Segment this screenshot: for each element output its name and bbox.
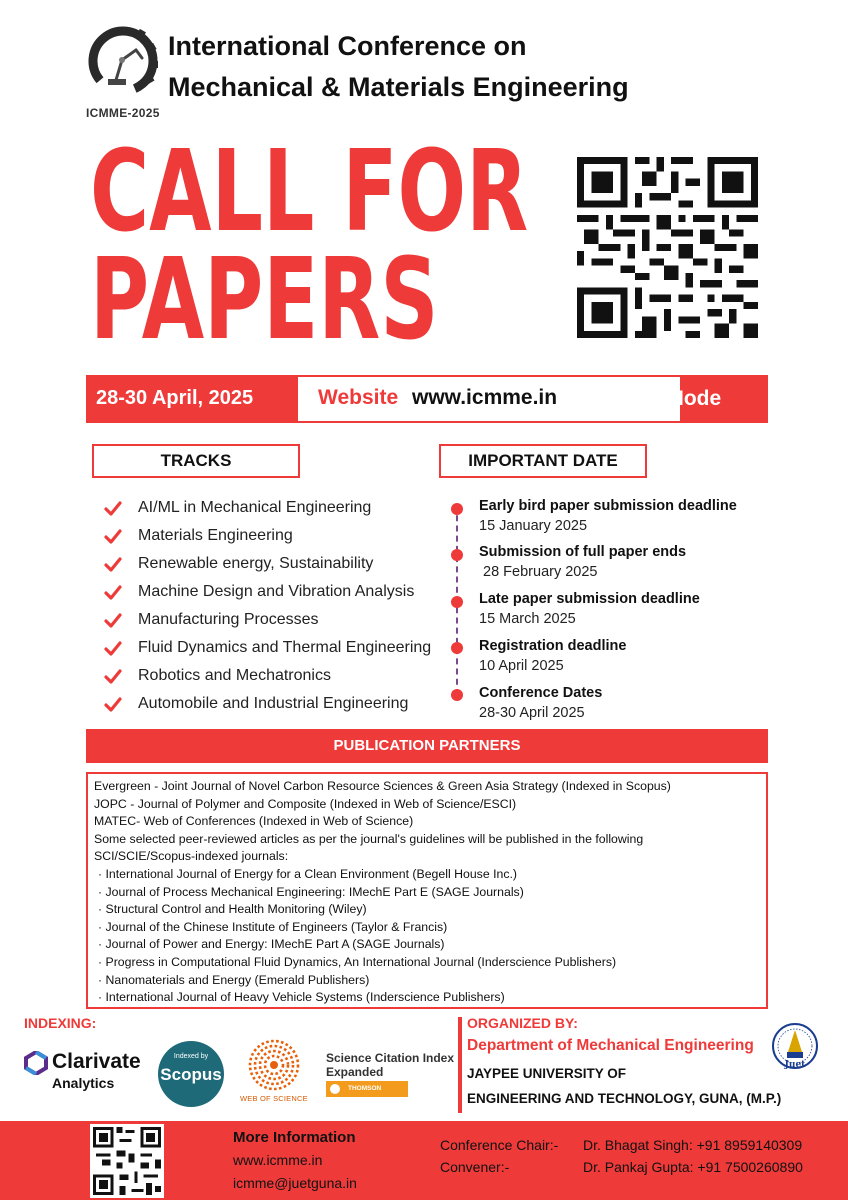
web-of-science-logo-icon — [248, 1039, 300, 1091]
deadline-date: 15 January 2025 — [479, 518, 588, 534]
track-label: Fluid Dynamics and Thermal Engineering — [138, 639, 432, 656]
publication-line: Evergreen - Joint Journal of Novel Carbon Resource Sciences & Green Asia Strategy (Indexed in Scopus) — [94, 779, 671, 793]
website-link[interactable]: www.icmme.in — [412, 386, 558, 409]
publication-partners-heading: PUBLICATION PARTNERS — [86, 729, 768, 763]
track-item — [104, 524, 431, 552]
deadline-title: Conference Dates — [479, 685, 603, 701]
juet-emblem-icon — [770, 1022, 820, 1074]
tracks-list — [104, 496, 431, 720]
track-label: Machine Design and Vibration Analysis — [138, 583, 415, 600]
conference-dates: 28-30 April, 2025 — [96, 387, 254, 409]
tracks-heading: TRACKS — [92, 444, 300, 478]
scopus-badge — [158, 1041, 224, 1107]
timeline-item — [479, 542, 686, 583]
deadline-date: 15 March 2025 — [479, 611, 576, 627]
timeline-dot — [451, 503, 463, 515]
website-label: Website — [318, 386, 399, 409]
title-line-1: International Conference on — [168, 31, 527, 61]
footer-website-link[interactable]: www.icmme.in — [233, 1152, 323, 1168]
track-item — [104, 580, 431, 608]
deadline-title: Early bird paper submission deadline — [479, 498, 737, 514]
journal-item: · International Journal of Energy for a Clean Environment (Begell House Inc.) — [98, 866, 517, 881]
check-icon — [104, 696, 122, 714]
track-label: Automobile and Industrial Engineering — [138, 695, 409, 712]
journal-item: · Journal of Process Mechanical Engineering: IMechE Part E (SAGE Journals) — [98, 884, 524, 899]
logo-label: ICMME-2025 — [86, 106, 160, 120]
info-bar — [86, 375, 768, 423]
juet-badge-text: Juet — [784, 1060, 806, 1070]
scopus-text: Scopus — [160, 1065, 222, 1084]
publication-line: SCI/SCIE/Scopus-indexed journals: — [94, 849, 289, 864]
qr-code-small — [90, 1124, 164, 1198]
journal-item: · Nanomaterials and Energy (Emerald Publishers) — [98, 972, 370, 987]
check-icon — [104, 584, 122, 602]
journal-item: · Progress in Computational Fluid Dynamics, An International Journal (Inderscience Publishers) — [98, 954, 617, 969]
track-item — [104, 692, 431, 720]
clarivate-name: Clarivate — [52, 1050, 141, 1073]
organizer-divider — [458, 1017, 462, 1113]
publication-line: Some selected peer-reviewed articles as per the journal's guidelines will be published in the following — [94, 831, 644, 846]
important-date-heading: IMPORTANT DATE — [439, 444, 647, 478]
university-line-1: JAYPEE UNIVERSITY OF — [467, 1066, 627, 1081]
timeline-item — [479, 589, 700, 630]
track-item — [104, 664, 431, 692]
timeline-item — [479, 636, 626, 677]
thomson-reuters-text: THOMSON REUTERS — [348, 1085, 382, 1108]
journal-item: · Journal of Power and Energy: IMechE Part A (SAGE Journals) — [98, 937, 445, 952]
sci-line-2: Expanded — [326, 1065, 384, 1079]
chair-contact: Dr. Bhagat Singh: +91 8959140309 — [583, 1137, 803, 1153]
sci-line-1: Science Citation Index — [326, 1051, 455, 1065]
sci-expanded — [326, 1051, 454, 1079]
call-for-papers-heading — [90, 127, 529, 365]
icmme-logo — [86, 24, 160, 98]
journal-item: · Journal of the Chinese Institute of Engineers (Taylor & Francis) — [98, 919, 448, 934]
track-item — [104, 496, 431, 524]
hero-line-1: CALL FOR — [90, 127, 529, 257]
deadline-title: Late paper submission deadline — [479, 591, 700, 607]
university-name — [467, 1061, 781, 1111]
track-label: Robotics and Mechatronics — [138, 667, 331, 684]
deadline-title: Registration deadline — [479, 638, 627, 654]
timeline-item — [479, 683, 602, 724]
scopus-small-text: Indexed by — [173, 1053, 209, 1060]
check-icon — [104, 556, 122, 574]
mode-label: Hybrid Mode — [594, 387, 722, 410]
track-item — [104, 636, 431, 664]
publication-partners-box — [86, 772, 768, 1009]
journal-item: · International Journal of Heavy Vehicle Systems (Inderscience Publishers) — [98, 990, 505, 1005]
title-line-2: Mechanical & Materials Engineering — [168, 72, 629, 102]
deadline-date: 28 February 2025 — [479, 564, 598, 580]
track-item — [104, 552, 431, 580]
conference-title — [168, 26, 629, 108]
check-icon — [104, 668, 122, 686]
journal-item: · Structural Control and Health Monitoring (Wiley) — [98, 902, 367, 917]
chair-label: Conference Chair:- — [440, 1137, 559, 1153]
clarivate-logo-icon — [24, 1051, 48, 1075]
organized-by-label: ORGANIZED BY: — [467, 1015, 578, 1031]
deadline-date: 28-30 April 2025 — [479, 705, 585, 721]
clarivate-sub: Analytics — [52, 1075, 115, 1091]
track-label: AI/ML in Mechanical Engineering — [138, 499, 372, 516]
publication-line: MATEC- Web of Conferences (Indexed in Web of Science) — [94, 814, 414, 829]
hero-line-2: PAPERS — [90, 235, 439, 365]
indexing-label: INDEXING: — [24, 1015, 97, 1031]
thomson-reuters-icon — [330, 1084, 340, 1094]
convener-label: Convener:- — [440, 1159, 510, 1175]
track-label: Manufacturing Processes — [138, 611, 319, 628]
university-line-2: ENGINEERING AND TECHNOLOGY, GUNA, (M.P.) — [467, 1091, 782, 1106]
check-icon — [104, 528, 122, 546]
track-label: Renewable energy, Sustainability — [138, 555, 374, 572]
check-icon — [104, 612, 122, 630]
track-label: Materials Engineering — [138, 527, 293, 544]
timeline-item — [479, 496, 737, 537]
qr-code-large — [577, 157, 758, 338]
timeline-dot — [451, 549, 463, 561]
thomson-reuters-badge — [326, 1081, 408, 1108]
publication-line: JOPC - Journal of Polymer and Composite (Indexed in Web of Science/ESCI) — [94, 796, 517, 811]
more-information-heading: More Information — [233, 1129, 356, 1146]
check-icon — [104, 500, 122, 518]
footer-email-link[interactable]: icmme@juetguna.in — [233, 1175, 357, 1191]
web-of-science-label: WEB OF SCIENCE — [240, 1094, 308, 1103]
deadline-title: Submission of full paper ends — [479, 544, 687, 560]
timeline-dot — [451, 689, 463, 701]
convener-contact: Dr. Pankaj Gupta: +91 7500260890 — [583, 1159, 803, 1175]
check-icon — [104, 640, 122, 658]
department-name: Department of Mechanical Engineering — [467, 1037, 754, 1054]
deadline-date: 10 April 2025 — [479, 658, 564, 674]
track-item — [104, 608, 431, 636]
timeline-dot — [451, 596, 463, 608]
timeline-dot — [451, 642, 463, 654]
